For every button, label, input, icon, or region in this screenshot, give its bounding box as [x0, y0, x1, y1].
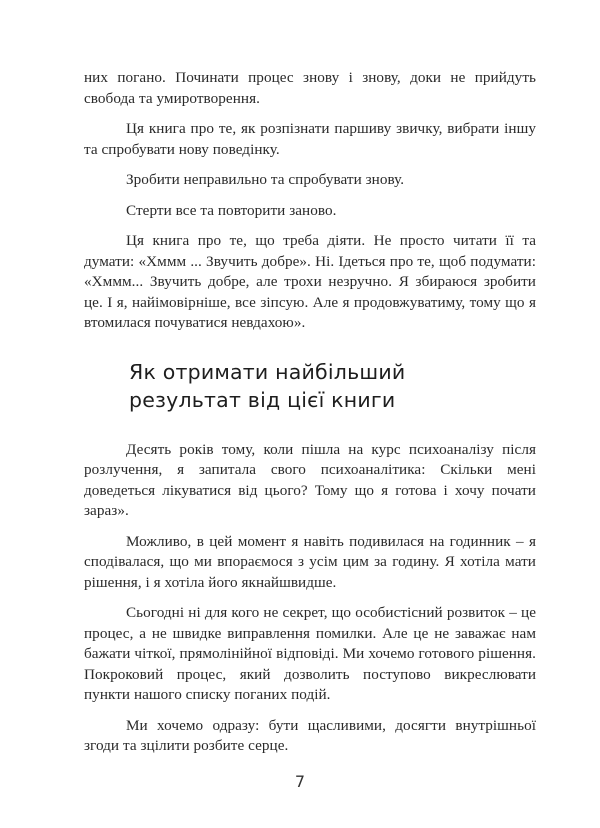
paragraph-continuation: них погано. Починати процес знову і знову, доки не прийдуть свобода та умиротворення.	[84, 69, 536, 107]
paragraph: Ми хочемо одразу: бути щасливими, досягти внутрішньої згоди та зцілити розбите серце.	[84, 716, 536, 754]
page-number: 7	[294, 772, 306, 791]
paragraph: Ця книга про те, що треба діяти. Не просто читати її та думати: «Хммм ... Звучить добре». Ні. Ідеться про те, щоб подумати: «Хммм... Звучить добре, але трохи незручно. Я збираюся зробити це. І я, найімовірніше, все зіпсую. Але я продовжуватиму, тому що я втомилася почуватися невдахою».	[84, 232, 536, 331]
book-page-body	[84, 68, 536, 767]
section-heading-line-2: результат від цієї книги	[129, 387, 396, 412]
section-heading-line-1: Як отримати найбільший	[129, 359, 406, 384]
paragraph: Стерти все та повторити заново.	[126, 201, 337, 219]
section-heading	[129, 358, 536, 414]
paragraph: Ця книга про те, як розпізнати паршиву звичку, вибрати іншу та спробувати нову поведінку.	[84, 120, 536, 158]
paragraph: Десять років тому, коли пішла на курс психоаналізу після розлучення, я запитала свого психоаналітика: Скільки мені доведеться лікуватися від цього? Тому що я готова і хочу почати зараз».	[84, 440, 536, 519]
paragraph: Можливо, в цей момент я навіть подивилася на годинник – я сподівалася, що ми впораємося з усім цим за годину. Я хотіла мати рішення, і я хотіла його якнайшвидше.	[84, 532, 536, 591]
paragraph: Сьогодні ні для кого не секрет, що особистісний розвиток – це процес, а не швидке виправлення помилки. Але це не заважає нам бажати чіткої, прямолінійної відповіді. Ми хочемо готового рішення. Покроковий процес, який дозволить поступово викреслювати пункти нашого списку поганих подій.	[84, 604, 536, 703]
paragraph: Зробити неправильно та спробувати знову.	[126, 171, 405, 188]
